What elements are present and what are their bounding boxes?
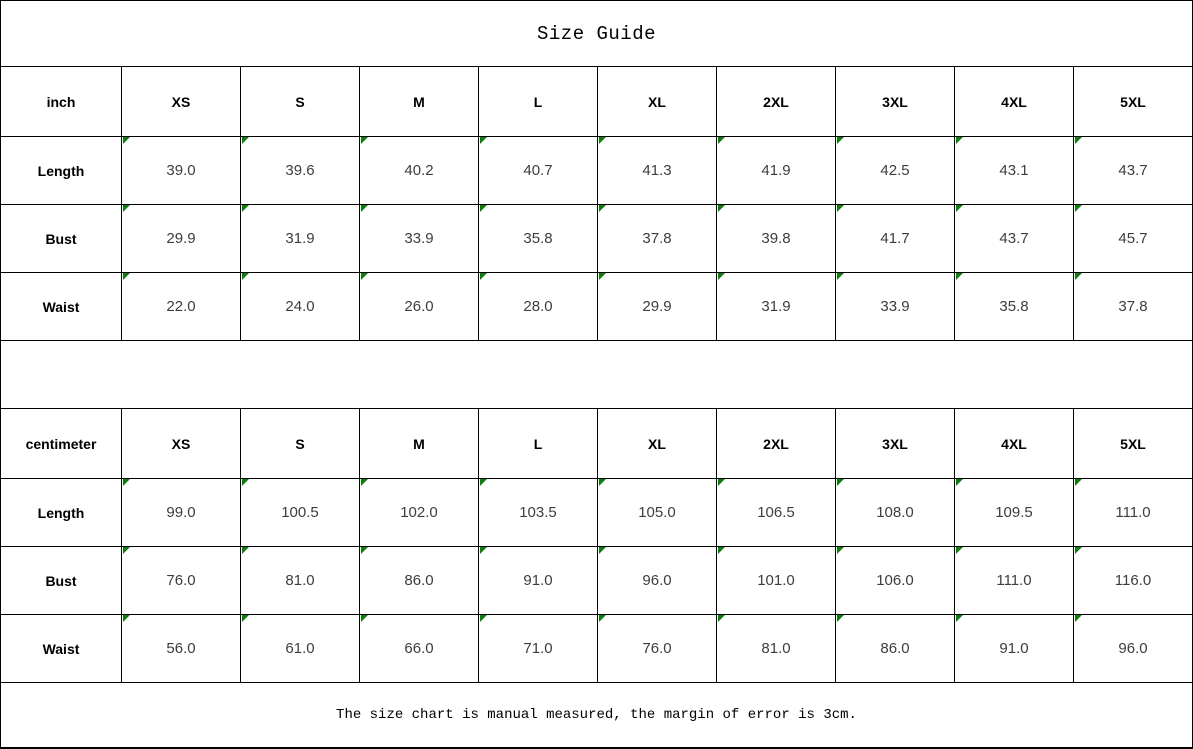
measurement-value-cell <box>1073 615 1192 682</box>
measurement-value-cell <box>478 273 597 340</box>
measurement-value-cell-text: 101.0 <box>757 572 795 589</box>
measurement-value-cell <box>240 615 359 682</box>
measurement-value-cell <box>240 205 359 272</box>
measurement-value-cell <box>1073 205 1192 272</box>
size-column-header-text: 3XL <box>882 93 908 110</box>
cell-flag-icon <box>718 479 725 486</box>
measurement-value-cell <box>1073 137 1192 204</box>
measurement-value-cell-text: 37.8 <box>1118 298 1148 315</box>
size-header-row <box>1 66 1192 136</box>
measurement-value-cell-text: 33.9 <box>880 298 910 315</box>
cell-flag-icon <box>242 137 249 144</box>
cell-flag-icon <box>1075 479 1082 486</box>
measurement-value-cell <box>954 273 1073 340</box>
cell-flag-icon <box>837 273 844 280</box>
measurement-row-label <box>1 205 121 272</box>
measurement-row <box>1 546 1192 614</box>
size-column-header <box>240 67 359 136</box>
cell-flag-icon <box>1075 547 1082 554</box>
cell-flag-icon <box>1075 273 1082 280</box>
measurement-value-cell <box>597 273 716 340</box>
cell-flag-icon <box>480 615 487 622</box>
measurement-value-cell-text: 106.5 <box>757 504 795 521</box>
measurement-value-cell-text: 76.0 <box>166 572 196 589</box>
size-column-header-text: XS <box>171 93 191 110</box>
size-column-header-text: 5XL <box>1120 93 1146 110</box>
measurement-value-cell <box>597 137 716 204</box>
size-column-header-text: M <box>413 435 425 452</box>
measurement-value-cell <box>835 273 954 340</box>
cell-flag-icon <box>956 137 963 144</box>
measurement-value-cell <box>835 615 954 682</box>
measurement-value-cell-text: 40.7 <box>523 162 553 179</box>
measurement-value-cell <box>835 205 954 272</box>
size-column-header <box>478 409 597 478</box>
size-column-header <box>359 409 478 478</box>
cell-flag-icon <box>361 273 368 280</box>
measurement-value-cell <box>835 547 954 614</box>
measurement-row-label <box>1 615 121 682</box>
cell-flag-icon <box>837 615 844 622</box>
measurement-value-cell-text: 103.5 <box>519 504 557 521</box>
measurement-value-cell <box>954 615 1073 682</box>
measurement-value-cell <box>240 547 359 614</box>
measurement-value-cell <box>359 137 478 204</box>
footer-row <box>1 682 1192 747</box>
measurement-value-cell-text: 31.9 <box>285 230 315 247</box>
measurement-row-label-text: Length <box>37 162 85 179</box>
measurement-value-cell <box>121 205 240 272</box>
measurement-value-cell-text: 41.7 <box>880 230 910 247</box>
size-column-header-text: XS <box>171 435 191 452</box>
cell-flag-icon <box>718 615 725 622</box>
cell-flag-icon <box>956 615 963 622</box>
size-column-header <box>954 67 1073 136</box>
measurement-value-cell-text: 111.0 <box>996 572 1032 589</box>
measurement-value-cell <box>478 615 597 682</box>
cell-flag-icon <box>123 547 130 554</box>
measurement-value-cell-text: 96.0 <box>1118 640 1148 657</box>
measurement-value-cell <box>359 547 478 614</box>
measurement-value-cell <box>597 547 716 614</box>
size-column-header <box>835 409 954 478</box>
measurement-row <box>1 272 1192 340</box>
measurement-value-cell-text: 35.8 <box>523 230 553 247</box>
cell-flag-icon <box>361 547 368 554</box>
measurement-value-cell-text: 76.0 <box>642 640 672 657</box>
cell-flag-icon <box>956 205 963 212</box>
cell-flag-icon <box>123 205 130 212</box>
measurement-value-cell <box>121 547 240 614</box>
size-column-header <box>716 409 835 478</box>
size-column-header <box>121 67 240 136</box>
measurement-value-cell <box>359 615 478 682</box>
cell-flag-icon <box>242 479 249 486</box>
measurement-value-cell-text: 43.7 <box>1118 162 1148 179</box>
cell-flag-icon <box>123 615 130 622</box>
size-column-header-text: 5XL <box>1120 435 1146 452</box>
unit-label-cell-text: inch <box>46 93 76 110</box>
measurement-row <box>1 204 1192 272</box>
measurement-value-cell-text: 102.0 <box>400 504 438 521</box>
size-column-header <box>478 67 597 136</box>
measurement-value-cell <box>835 479 954 546</box>
measurement-value-cell-text: 100.5 <box>281 504 319 521</box>
size-column-header-text: 4XL <box>1001 435 1027 452</box>
size-column-header-text: XL <box>648 435 666 452</box>
measurement-row-label <box>1 137 121 204</box>
measurement-value-cell <box>478 479 597 546</box>
measurement-value-cell <box>121 273 240 340</box>
measurement-row-label-text: Waist <box>42 298 80 315</box>
measurement-value-cell <box>1073 273 1192 340</box>
measurement-value-cell-text: 61.0 <box>285 640 315 657</box>
measurement-value-cell <box>954 137 1073 204</box>
unit-label-cell <box>1 409 121 478</box>
cell-flag-icon <box>242 273 249 280</box>
size-column-header-text: S <box>295 93 305 110</box>
measurement-value-cell <box>240 137 359 204</box>
measurement-value-cell-text: 91.0 <box>523 572 553 589</box>
size-column-header-text: XL <box>648 93 666 110</box>
size-column-header <box>954 409 1073 478</box>
measurement-value-cell-text: 39.8 <box>761 230 791 247</box>
measurement-value-cell-text: 40.2 <box>404 162 434 179</box>
measurement-value-cell-text: 86.0 <box>880 640 910 657</box>
size-column-header <box>240 409 359 478</box>
page-title: Size Guide <box>536 22 657 45</box>
measurement-value-cell-text: 31.9 <box>761 298 791 315</box>
cell-flag-icon <box>718 137 725 144</box>
inch-table <box>1 66 1192 340</box>
measurement-value-cell-text: 29.9 <box>166 230 196 247</box>
unit-label-cell-text: centimeter <box>25 435 97 452</box>
title-row <box>1 1 1192 66</box>
measurement-value-cell-text: 43.7 <box>999 230 1029 247</box>
measurement-value-cell <box>359 205 478 272</box>
spacer-row <box>1 340 1192 408</box>
centimeter-table <box>1 408 1192 682</box>
measurement-row-label-text: Bust <box>45 572 77 589</box>
cell-flag-icon <box>361 615 368 622</box>
cell-flag-icon <box>718 205 725 212</box>
size-column-header-text: 2XL <box>763 93 789 110</box>
measurement-value-cell-text: 96.0 <box>642 572 672 589</box>
measurement-value-cell-text: 39.6 <box>285 162 315 179</box>
measurement-value-cell-text: 33.9 <box>404 230 434 247</box>
cell-flag-icon <box>242 547 249 554</box>
size-column-header <box>716 67 835 136</box>
cell-flag-icon <box>361 205 368 212</box>
measurement-value-cell-text: 37.8 <box>642 230 672 247</box>
measurement-row <box>1 614 1192 682</box>
size-column-header <box>359 67 478 136</box>
cell-flag-icon <box>1075 615 1082 622</box>
size-column-header <box>597 67 716 136</box>
measurement-row-label-text: Length <box>37 504 85 521</box>
measurement-value-cell-text: 81.0 <box>761 640 791 657</box>
cell-flag-icon <box>599 615 606 622</box>
measurement-value-cell-text: 45.7 <box>1118 230 1148 247</box>
measurement-value-cell-text: 105.0 <box>638 504 676 521</box>
cell-flag-icon <box>480 547 487 554</box>
cell-flag-icon <box>599 205 606 212</box>
measurement-value-cell-text: 56.0 <box>166 640 196 657</box>
cell-flag-icon <box>242 205 249 212</box>
cell-flag-icon <box>123 137 130 144</box>
size-header-row <box>1 408 1192 478</box>
size-column-header <box>1073 409 1192 478</box>
size-column-header-text: M <box>413 93 425 110</box>
cell-flag-icon <box>718 273 725 280</box>
measurement-value-cell <box>597 205 716 272</box>
measurement-value-cell-text: 28.0 <box>523 298 553 315</box>
measurement-value-cell-text: 66.0 <box>404 640 434 657</box>
cell-flag-icon <box>718 547 725 554</box>
size-column-header-text: S <box>295 435 305 452</box>
measurement-value-cell <box>954 205 1073 272</box>
measurement-value-cell <box>716 547 835 614</box>
measurement-value-cell <box>716 615 835 682</box>
measurement-value-cell <box>359 273 478 340</box>
cell-flag-icon <box>956 547 963 554</box>
cell-flag-icon <box>480 273 487 280</box>
size-column-header <box>121 409 240 478</box>
measurement-value-cell <box>716 137 835 204</box>
measurement-value-cell-text: 106.0 <box>876 572 914 589</box>
measurement-value-cell-text: 99.0 <box>166 504 196 521</box>
measurement-value-cell-text: 86.0 <box>404 572 434 589</box>
cell-flag-icon <box>837 547 844 554</box>
measurement-value-cell-text: 116.0 <box>1114 572 1152 589</box>
measurement-value-cell-text: 29.9 <box>642 298 672 315</box>
footer-note: The size chart is manual measured, the margin of error is 3cm. <box>336 707 857 723</box>
measurement-row-label-text: Bust <box>45 230 77 247</box>
measurement-value-cell <box>359 479 478 546</box>
measurement-value-cell-text: 39.0 <box>166 162 196 179</box>
measurement-row <box>1 478 1192 546</box>
cell-flag-icon <box>123 479 130 486</box>
cell-flag-icon <box>242 615 249 622</box>
size-column-header-text: 4XL <box>1001 93 1027 110</box>
measurement-value-cell-text: 22.0 <box>166 298 196 315</box>
cell-flag-icon <box>480 479 487 486</box>
measurement-value-cell <box>716 273 835 340</box>
measurement-value-cell <box>121 479 240 546</box>
measurement-value-cell <box>240 479 359 546</box>
cell-flag-icon <box>480 137 487 144</box>
measurement-value-cell-text: 109.5 <box>995 504 1033 521</box>
cell-flag-icon <box>599 479 606 486</box>
measurement-row-label-text: Waist <box>42 640 80 657</box>
measurement-value-cell-text: 43.1 <box>999 162 1029 179</box>
measurement-value-cell <box>597 615 716 682</box>
cell-flag-icon <box>599 137 606 144</box>
cell-flag-icon <box>123 273 130 280</box>
measurement-value-cell-text: 111.0 <box>1115 504 1151 521</box>
size-column-header <box>1073 67 1192 136</box>
measurement-row-label <box>1 273 121 340</box>
measurement-value-cell-text: 41.9 <box>761 162 791 179</box>
cell-flag-icon <box>1075 137 1082 144</box>
measurement-value-cell <box>478 547 597 614</box>
size-column-header-text: 2XL <box>763 435 789 452</box>
measurement-value-cell <box>478 137 597 204</box>
measurement-value-cell <box>597 479 716 546</box>
measurement-value-cell <box>954 547 1073 614</box>
cell-flag-icon <box>837 137 844 144</box>
measurement-value-cell <box>716 479 835 546</box>
measurement-value-cell-text: 35.8 <box>999 298 1029 315</box>
measurement-value-cell <box>121 137 240 204</box>
cell-flag-icon <box>361 479 368 486</box>
measurement-value-cell <box>954 479 1073 546</box>
cell-flag-icon <box>599 547 606 554</box>
measurement-value-cell <box>835 137 954 204</box>
measurement-value-cell-text: 108.0 <box>876 504 914 521</box>
measurement-value-cell-text: 26.0 <box>404 298 434 315</box>
cell-flag-icon <box>361 137 368 144</box>
size-column-header-text: L <box>533 435 543 452</box>
cell-flag-icon <box>480 205 487 212</box>
size-column-header-text: L <box>533 93 543 110</box>
measurement-row-label <box>1 479 121 546</box>
size-column-header <box>597 409 716 478</box>
cell-flag-icon <box>1075 205 1082 212</box>
cell-flag-icon <box>837 205 844 212</box>
cell-flag-icon <box>599 273 606 280</box>
measurement-value-cell <box>240 273 359 340</box>
unit-label-cell <box>1 67 121 136</box>
size-column-header-text: 3XL <box>882 435 908 452</box>
measurement-value-cell <box>478 205 597 272</box>
measurement-value-cell <box>121 615 240 682</box>
measurement-row-label <box>1 547 121 614</box>
measurement-value-cell-text: 71.0 <box>523 640 553 657</box>
measurement-value-cell-text: 91.0 <box>999 640 1029 657</box>
cell-flag-icon <box>956 479 963 486</box>
measurement-value-cell-text: 42.5 <box>880 162 910 179</box>
cell-flag-icon <box>956 273 963 280</box>
measurement-value-cell-text: 24.0 <box>285 298 315 315</box>
measurement-row <box>1 136 1192 204</box>
measurement-value-cell <box>1073 479 1192 546</box>
size-column-header <box>835 67 954 136</box>
cell-flag-icon <box>837 479 844 486</box>
measurement-value-cell <box>1073 547 1192 614</box>
measurement-value-cell-text: 81.0 <box>285 572 315 589</box>
measurement-value-cell-text: 41.3 <box>642 162 672 179</box>
measurement-value-cell <box>716 205 835 272</box>
